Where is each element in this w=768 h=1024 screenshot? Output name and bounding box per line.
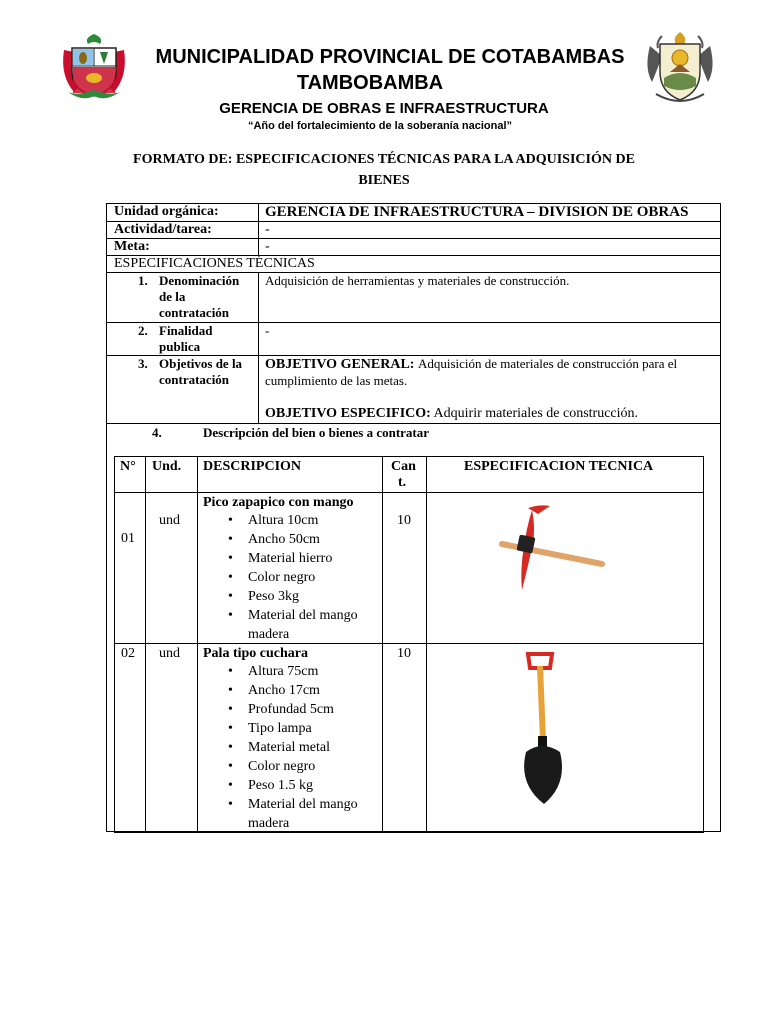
row2-name: Pala tipo cuchara <box>203 646 308 661</box>
spec-item: • Peso 1.5 kg <box>203 776 383 795</box>
row1-num: 01 <box>121 531 135 546</box>
section3-number: 3. <box>138 356 148 371</box>
spec-item: • Ancho 17cm <box>203 681 383 700</box>
row2-und: und <box>159 646 180 661</box>
section1-value: Adquisición de herramientas y materiales de construcción. <box>265 273 570 288</box>
objetivo-general-text2: cumplimiento de las metas. <box>265 373 408 388</box>
pickaxe-image <box>488 500 608 596</box>
items-col-divider <box>197 456 198 833</box>
row1-spec-list <box>203 511 383 644</box>
row1-name: Pico zapapico con mango <box>203 495 354 510</box>
row-divider <box>106 423 721 424</box>
row2-num: 02 <box>121 646 135 661</box>
spec-item: • Material del mango <box>203 795 383 814</box>
items-header-divider <box>114 492 704 493</box>
header-motto: “Año del fortalecimiento de la soberanía nacional” <box>247 120 513 132</box>
actividad-value: - <box>265 222 270 237</box>
format-title-line1: FORMATO DE: ESPECIFICACIONES TÉCNICAS PARA LA ADQUISICIÓN DE <box>133 152 635 167</box>
col-header-desc: DESCRIPCION <box>203 459 302 474</box>
column-divider <box>258 203 259 255</box>
spec-item: • Profundad 5cm <box>203 700 383 719</box>
spec-item: • Color negro <box>203 568 383 587</box>
actividad-label: Actividad/tarea: <box>114 222 212 237</box>
spec-item: • Peso 3kg <box>203 587 383 606</box>
header-title-line2: TAMBOBAMBA <box>296 72 444 94</box>
meta-value: - <box>265 239 270 254</box>
items-col-divider <box>145 456 146 833</box>
section2-label-l2: publica <box>159 339 201 354</box>
items-col-divider <box>426 456 427 833</box>
col-header-cant-l2: t. <box>398 475 407 490</box>
section4-number: 4. <box>152 425 162 440</box>
objetivo-general <box>265 356 715 373</box>
spec-item: • Color negro <box>203 757 383 776</box>
col-header-num: N° <box>120 459 136 474</box>
unidad-label: Unidad orgánica: <box>114 204 219 219</box>
col-header-cant-l1: Can <box>391 459 416 474</box>
section3-label-l2: contratación <box>159 372 230 387</box>
section3-label-l1: Objetivos de la <box>159 356 243 371</box>
spec-item: • Material hierro <box>203 549 383 568</box>
shovel-image <box>516 652 576 812</box>
column-divider <box>258 272 259 423</box>
section2-number: 2. <box>138 323 148 338</box>
spec-item: • Altura 10cm <box>203 511 383 530</box>
row1-cant: 10 <box>397 513 411 528</box>
objetivo-especifico-text: Adquirir materiales de construcción. <box>433 406 639 421</box>
spec-item: • Material del mango <box>203 606 383 625</box>
section1-label-l1: Denominación <box>159 273 240 288</box>
row2-spec-list <box>203 662 383 833</box>
spec-item: madera <box>248 627 290 642</box>
section1-label-l2: de la <box>159 289 186 304</box>
section4-title: Descripción del bien o bienes a contratar <box>203 425 430 440</box>
row-divider <box>106 238 721 239</box>
spec-item: madera <box>248 816 290 831</box>
meta-label: Meta: <box>114 239 150 254</box>
format-title-line2: BIENES <box>358 173 410 188</box>
spec-section-header: ESPECIFICACIONES TÉCNICAS <box>114 256 315 271</box>
objetivo-especifico <box>265 406 638 422</box>
unidad-value: GERENCIA DE INFRAESTRUCTURA – DIVISION DE OBRAS <box>265 204 689 220</box>
section2-label-l1: Finalidad <box>159 323 213 338</box>
spec-item: • Material metal <box>203 738 383 757</box>
section1-label-l3: contratación <box>159 305 230 320</box>
spec-item: • Altura 75cm <box>203 662 383 681</box>
objetivo-general-text1: Adquisición de materiales de construcción para el <box>417 356 678 371</box>
section1-number: 1. <box>138 273 148 288</box>
header-subtitle: GERENCIA DE OBRAS E INFRAESTRUCTURA <box>219 100 549 117</box>
spec-item: • Ancho 50cm <box>203 530 383 549</box>
header-title-line1: MUNICIPALIDAD PROVINCIAL DE COTABAMBAS <box>155 46 625 68</box>
row1-und: und <box>159 513 180 528</box>
row2-cant: 10 <box>397 646 411 661</box>
section2-value: - <box>265 323 270 338</box>
objetivo-general-label: OBJETIVO GENERAL: <box>265 357 415 372</box>
col-header-spec: ESPECIFICACION TECNICA <box>464 459 654 474</box>
col-header-und: Und. <box>152 459 182 474</box>
spec-item: • Tipo lampa <box>203 719 383 738</box>
objetivo-especifico-label: OBJETIVO ESPECIFICO: <box>265 406 431 421</box>
